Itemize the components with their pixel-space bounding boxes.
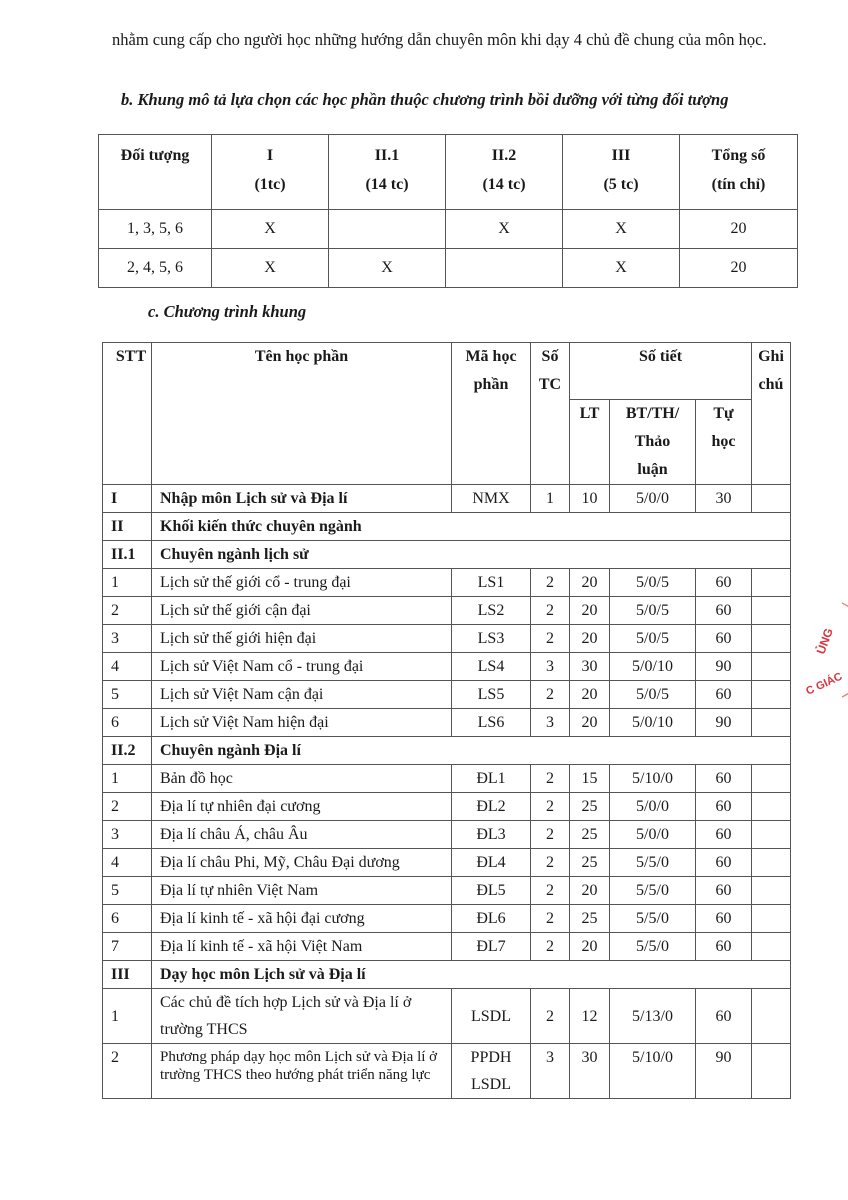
course-practice-hours: 5/13/0 [610, 989, 696, 1044]
course-note [752, 877, 791, 905]
course-self-study-hours: 60 [696, 989, 752, 1044]
course-note [752, 1044, 791, 1099]
table1-row [99, 249, 798, 288]
table1-cell [446, 249, 563, 288]
row-stt: I [103, 485, 152, 513]
course-code: NMX [452, 485, 531, 513]
course-name: Lịch sử Việt Nam cận đại [152, 681, 452, 709]
row-stt: 3 [103, 625, 152, 653]
section-title: Chuyên ngành Địa lí [152, 737, 791, 765]
course-practice-hours: 5/5/0 [610, 849, 696, 877]
course-practice-hours: 5/0/10 [610, 653, 696, 681]
row-stt: 2 [103, 1044, 152, 1099]
table1-cell: 1, 3, 5, 6 [99, 210, 212, 249]
course-self-study-hours: 90 [696, 653, 752, 681]
course-theory-hours: 20 [570, 877, 610, 905]
course-note [752, 933, 791, 961]
course-practice-hours: 5/10/0 [610, 765, 696, 793]
course-theory-hours: 15 [570, 765, 610, 793]
section-row [103, 961, 791, 989]
table1-header-cell: II.2 (14 tc) [446, 135, 563, 210]
header-hours: Số tiết [570, 343, 752, 400]
course-self-study-hours: 90 [696, 1044, 752, 1099]
table1-cell: X [446, 210, 563, 249]
row-stt: II [103, 513, 152, 541]
header-self-study: Tự học [696, 400, 752, 485]
course-self-study-hours: 60 [696, 597, 752, 625]
section-c-heading: c. Chương trình khung [148, 302, 307, 321]
course-name: Địa lí châu Phi, Mỹ, Châu Đại dương [152, 849, 452, 877]
course-self-study-hours: 60 [696, 793, 752, 821]
section-row [103, 541, 791, 569]
course-row [103, 485, 791, 513]
course-theory-hours: 25 [570, 821, 610, 849]
course-practice-hours: 5/0/0 [610, 793, 696, 821]
course-row [103, 597, 791, 625]
course-code: LS6 [452, 709, 531, 737]
course-note [752, 765, 791, 793]
course-credits: 2 [531, 821, 570, 849]
course-self-study-hours: 30 [696, 485, 752, 513]
course-note [752, 905, 791, 933]
row-stt: 6 [103, 905, 152, 933]
course-credits: 2 [531, 765, 570, 793]
course-note [752, 625, 791, 653]
section-b-heading: b. Khung mô tả lựa chọn các học phần thuộc chương trình bồi dưỡng với từng đối tượng [121, 90, 729, 109]
table1-cell: 2, 4, 5, 6 [99, 249, 212, 288]
course-theory-hours: 10 [570, 485, 610, 513]
table1-header-cell: II.1 (14 tc) [329, 135, 446, 210]
row-stt: 2 [103, 793, 152, 821]
course-name: Lịch sử thế giới cổ - trung đại [152, 569, 452, 597]
course-note [752, 485, 791, 513]
section-title: Khối kiến thức chuyên ngành [152, 513, 791, 541]
table1-cell: 20 [680, 210, 798, 249]
course-credits: 1 [531, 485, 570, 513]
course-row [103, 1044, 791, 1099]
row-stt: 7 [103, 933, 152, 961]
course-credits: 2 [531, 681, 570, 709]
course-credits: 2 [531, 569, 570, 597]
course-code: LS3 [452, 625, 531, 653]
course-note [752, 653, 791, 681]
table1-header-row [99, 135, 798, 210]
stamp-text-1: ỦNG [813, 626, 836, 657]
course-note [752, 989, 791, 1044]
row-stt: 1 [103, 989, 152, 1044]
stamp-ring-inner [842, 603, 848, 697]
course-credits: 2 [531, 793, 570, 821]
table1-cell [329, 210, 446, 249]
course-theory-hours: 25 [570, 849, 610, 877]
course-practice-hours: 5/0/5 [610, 681, 696, 709]
course-self-study-hours: 60 [696, 933, 752, 961]
row-stt: 1 [103, 569, 152, 597]
course-credits: 2 [531, 877, 570, 905]
course-row [103, 849, 791, 877]
header-credits: Số TC [531, 343, 570, 485]
course-credits: 2 [531, 905, 570, 933]
row-stt: 1 [103, 765, 152, 793]
course-practice-hours: 5/0/10 [610, 709, 696, 737]
course-self-study-hours: 60 [696, 849, 752, 877]
course-practice-hours: 5/0/0 [610, 821, 696, 849]
course-self-study-hours: 90 [696, 709, 752, 737]
course-row [103, 765, 791, 793]
row-stt: 5 [103, 681, 152, 709]
table1-header-cell: Tổng số (tín chỉ) [680, 135, 798, 210]
row-stt: 4 [103, 849, 152, 877]
course-name: Lịch sử thế giới cận đại [152, 597, 452, 625]
stamp-text-2: C GIÁC [804, 670, 845, 698]
course-credits: 2 [531, 849, 570, 877]
course-theory-hours: 20 [570, 933, 610, 961]
course-credits: 2 [531, 625, 570, 653]
course-theory-hours: 20 [570, 709, 610, 737]
course-name: Lịch sử Việt Nam cổ - trung đại [152, 653, 452, 681]
table1-header-cell: I (1tc) [212, 135, 329, 210]
course-code: ĐL1 [452, 765, 531, 793]
course-practice-hours: 5/5/0 [610, 905, 696, 933]
course-name: Bản đồ học [152, 765, 452, 793]
course-row [103, 905, 791, 933]
course-code: ĐL7 [452, 933, 531, 961]
course-row [103, 569, 791, 597]
course-self-study-hours: 60 [696, 569, 752, 597]
course-note [752, 597, 791, 625]
table2-body [103, 485, 791, 1099]
table1-header-cell: Đối tượng [99, 135, 212, 210]
header-theory: LT [570, 400, 610, 485]
course-credits: 2 [531, 597, 570, 625]
course-code: ĐL4 [452, 849, 531, 877]
header-note: Ghi chú [752, 343, 791, 485]
course-self-study-hours: 60 [696, 625, 752, 653]
section-row [103, 737, 791, 765]
curriculum-table [102, 342, 791, 1099]
course-code: ĐL5 [452, 877, 531, 905]
selection-framework-table [98, 134, 798, 288]
course-name: Địa lí tự nhiên Việt Nam [152, 877, 452, 905]
course-theory-hours: 20 [570, 597, 610, 625]
table1-header-cell: III (5 tc) [563, 135, 680, 210]
course-name: Địa lí châu Á, châu Âu [152, 821, 452, 849]
course-code: PPDH LSDL [452, 1044, 531, 1099]
table1-cell: X [563, 210, 680, 249]
course-practice-hours: 5/5/0 [610, 877, 696, 905]
course-note [752, 793, 791, 821]
course-note [752, 569, 791, 597]
course-practice-hours: 5/0/5 [610, 569, 696, 597]
course-row [103, 793, 791, 821]
table1-cell: X [212, 249, 329, 288]
course-note [752, 681, 791, 709]
table1-cell: X [563, 249, 680, 288]
course-row [103, 653, 791, 681]
course-name: Địa lí tự nhiên đại cương [152, 793, 452, 821]
row-stt: 3 [103, 821, 152, 849]
course-practice-hours: 5/10/0 [610, 1044, 696, 1099]
course-note [752, 849, 791, 877]
course-theory-hours: 12 [570, 989, 610, 1044]
course-name: Lịch sử Việt Nam hiện đại [152, 709, 452, 737]
row-stt: 5 [103, 877, 152, 905]
course-name: Nhập môn Lịch sử và Địa lí [152, 485, 452, 513]
course-name: Địa lí kinh tế - xã hội Việt Nam [152, 933, 452, 961]
header-practice: BT/TH/ Thảo luận [610, 400, 696, 485]
course-row [103, 681, 791, 709]
course-name: Các chủ đề tích hợp Lịch sử và Địa lí ở trường THCS [152, 989, 452, 1044]
header-stt: STT [103, 343, 152, 485]
course-name: Địa lí kinh tế - xã hội đại cương [152, 905, 452, 933]
course-name: Lịch sử thế giới hiện đại [152, 625, 452, 653]
course-note [752, 709, 791, 737]
course-theory-hours: 20 [570, 681, 610, 709]
course-row [103, 877, 791, 905]
course-code: LSDL [452, 989, 531, 1044]
header-course-name: Tên học phần [152, 343, 452, 485]
course-code: LS5 [452, 681, 531, 709]
course-theory-hours: 20 [570, 625, 610, 653]
course-theory-hours: 25 [570, 905, 610, 933]
course-credits: 3 [531, 709, 570, 737]
course-theory-hours: 25 [570, 793, 610, 821]
course-row [103, 989, 791, 1044]
section-title: Dạy học môn Lịch sử và Địa lí [152, 961, 791, 989]
course-row [103, 709, 791, 737]
course-row [103, 933, 791, 961]
row-stt: II.1 [103, 541, 152, 569]
course-practice-hours: 5/0/5 [610, 597, 696, 625]
course-credits: 3 [531, 653, 570, 681]
course-credits: 2 [531, 989, 570, 1044]
row-stt: III [103, 961, 152, 989]
course-self-study-hours: 60 [696, 877, 752, 905]
row-stt: 2 [103, 597, 152, 625]
course-theory-hours: 20 [570, 569, 610, 597]
course-code: LS2 [452, 597, 531, 625]
course-name: Phương pháp dạy học môn Lịch sử và Địa lí ở trường THCS theo hướng phát triển năng lực [152, 1044, 452, 1099]
table1-row [99, 210, 798, 249]
course-row [103, 625, 791, 653]
table1-cell: 20 [680, 249, 798, 288]
table2-header-row [103, 343, 791, 400]
course-practice-hours: 5/5/0 [610, 933, 696, 961]
row-stt: 6 [103, 709, 152, 737]
course-credits: 3 [531, 1044, 570, 1099]
table1-cell: X [329, 249, 446, 288]
course-credits: 2 [531, 933, 570, 961]
course-code: ĐL6 [452, 905, 531, 933]
section-title: Chuyên ngành lịch sử [152, 541, 791, 569]
table1-cell: X [212, 210, 329, 249]
course-theory-hours: 30 [570, 653, 610, 681]
intro-paragraph: nhằm cung cấp cho người học những hướng dẫn chuyên môn khi dạy 4 chủ đề chung của môn học. [112, 30, 767, 49]
row-stt: 4 [103, 653, 152, 681]
row-stt: II.2 [103, 737, 152, 765]
course-note [752, 821, 791, 849]
course-code: ĐL2 [452, 793, 531, 821]
course-code: LS4 [452, 653, 531, 681]
course-self-study-hours: 60 [696, 681, 752, 709]
course-self-study-hours: 60 [696, 821, 752, 849]
header-course-code: Mã học phần [452, 343, 531, 485]
section-row [103, 513, 791, 541]
course-practice-hours: 5/0/0 [610, 485, 696, 513]
course-self-study-hours: 60 [696, 905, 752, 933]
course-self-study-hours: 60 [696, 765, 752, 793]
course-practice-hours: 5/0/5 [610, 625, 696, 653]
course-row [103, 821, 791, 849]
course-code: ĐL3 [452, 821, 531, 849]
course-theory-hours: 30 [570, 1044, 610, 1099]
course-code: LS1 [452, 569, 531, 597]
